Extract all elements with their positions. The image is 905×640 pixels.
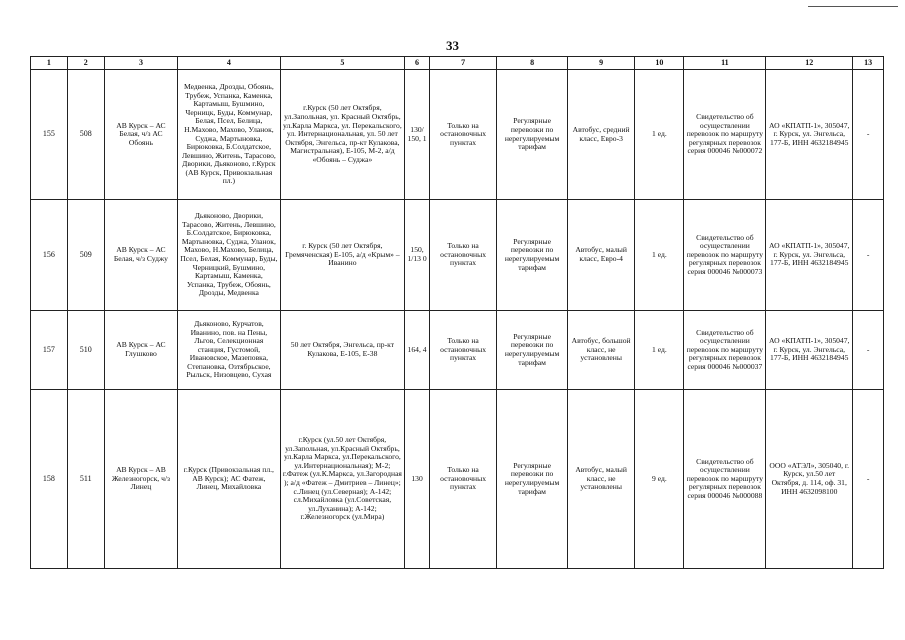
table-row <box>31 390 884 569</box>
header-row <box>31 57 884 70</box>
row-number: 158 <box>31 390 68 569</box>
top-rule <box>808 6 898 7</box>
notes: - <box>853 390 884 569</box>
carrier: АО «КПАТП-1», 305047, г. Курск, ул. Энгельса, 177-Б, ИНН 4632184945 <box>766 200 853 311</box>
route-streets: г. Курск (50 лет Октября, Гремяченская) Е-105, а/д «Крым» – Иванино <box>280 200 405 311</box>
notes: - <box>853 311 884 390</box>
transport-type: Регулярные перевозки по нерегулируемым тарифам <box>497 390 568 569</box>
col-header: 1 <box>31 57 68 70</box>
table-row <box>31 70 884 200</box>
route-number: 510 <box>67 311 104 390</box>
route-number: 508 <box>67 70 104 200</box>
transport-type: Регулярные перевозки по нерегулируемым тарифам <box>497 311 568 390</box>
routes-table <box>30 56 884 569</box>
vehicle-count: 1 ед. <box>635 70 684 200</box>
table-row <box>31 200 884 311</box>
vehicle-count: 1 ед. <box>635 200 684 311</box>
boarding-procedure: Только на остановочных пунктах <box>429 390 497 569</box>
route-number: 511 <box>67 390 104 569</box>
col-header: 2 <box>67 57 104 70</box>
notes: - <box>853 70 884 200</box>
row-number: 156 <box>31 200 68 311</box>
col-header: 11 <box>684 57 766 70</box>
col-header: 7 <box>429 57 497 70</box>
route-streets: г.Курск (50 лет Октября, ул.Запольная, ул. Красный Октябрь, ул.Карла Маркса, ул. Перекальского, ул. Интернациональная, ул. 50 лет Октября, Энгельса, пр-кт Кулакова, Магистральная), Е-105, М-2, а/д «Обоянь – Суджа» <box>280 70 405 200</box>
boarding-procedure: Только на остановочных пунктах <box>429 200 497 311</box>
row-number: 157 <box>31 311 68 390</box>
vehicle-class: Автобус, средний класс, Евро-3 <box>567 70 635 200</box>
intermediate-stops: Дьяконово, Дворики, Тарасово, Житень, Левшино, Б.Солдатское, Бирюковка, Мартыновка, Суджа, Уланок, Махово, Н.Махово, Белица, Псел, Белая, Коммунар, Буды, Черницкий, Бушмино, Картамыш, Каменка, Успанка, Трубеж, Обоянь, Дрозды, Медвенка <box>178 200 280 311</box>
col-header: 6 <box>405 57 430 70</box>
col-header: 10 <box>635 57 684 70</box>
intermediate-stops: г.Курск (Привокзальная пл., АВ Курск); АС Фатеж, Линец, Михайловка <box>178 390 280 569</box>
table-row <box>31 311 884 390</box>
col-header: 3 <box>104 57 178 70</box>
row-number: 155 <box>31 70 68 200</box>
route-length: 164, 4 <box>405 311 430 390</box>
page-number: 33 <box>446 38 459 53</box>
carrier: ООО «АТЭЛ», 305040, г. Курск, ул.50 лет Октября, д. 114, оф. 31, ИНН 4632098100 <box>766 390 853 569</box>
col-header: 9 <box>567 57 635 70</box>
route-name: АВ Курск – АС Белая, ч/з Суджу <box>104 200 178 311</box>
col-header: 4 <box>178 57 280 70</box>
route-name: АВ Курск – АВ Железногорск, ч/з Линец <box>104 390 178 569</box>
vehicle-class: Автобус, малый класс, не установлены <box>567 390 635 569</box>
route-name: АВ Курск – АС Белая, ч/з АС Обоянь <box>104 70 178 200</box>
vehicle-class: Автобус, малый класс, Евро-4 <box>567 200 635 311</box>
vehicle-count: 1 ед. <box>635 311 684 390</box>
certificate: Свидетельство об осуществлении перевозок по маршруту регулярных перевозок серия 000046 №000088 <box>684 390 766 569</box>
certificate: Свидетельство об осуществлении перевозок по маршруту регулярных перевозок серия 000046 №000073 <box>684 200 766 311</box>
route-number: 509 <box>67 200 104 311</box>
col-header: 5 <box>280 57 405 70</box>
vehicle-count: 9 ед. <box>635 390 684 569</box>
transport-type: Регулярные перевозки по нерегулируемым тарифам <box>497 200 568 311</box>
carrier: АО «КПАТП-1», 305047, г. Курск, ул. Энгельса, 177-Б, ИНН 4632184945 <box>766 311 853 390</box>
col-header: 8 <box>497 57 568 70</box>
route-streets: г.Курск (ул.50 лет Октября, ул.Запольная, ул.Красный Октябрь, ул.Карла Маркса, ул.Перекальского, ул.Интернациональная); М-2; г.Фатеж (ул.К.Маркса, ул.Загородная ); а/д «Фатеж – Дмитриев – Линец»; с.Линец (ул.Северная); А-142; сл.Михайловка (ул.Советская, ул.Луханина); А-142; г.Железногорск (ул.Мира) <box>280 390 405 569</box>
col-header: 13 <box>853 57 884 70</box>
route-length: 130/ 150, 1 <box>405 70 430 200</box>
notes: - <box>853 200 884 311</box>
col-header: 12 <box>766 57 853 70</box>
route-length: 150, 1/13 0 <box>405 200 430 311</box>
intermediate-stops: Дьяконово, Курчатов, Иванино, пов. на Пены, Льгов, Селекционная станция, Густомой, Ивановское, Мазеповка, Степановка, Озтябрьское, Рыльск, Низовцево, Сухая <box>178 311 280 390</box>
carrier: АО «КПАТП-1», 305047, г. Курск, ул. Энгельса, 177-Б, ИНН 4632184945 <box>766 70 853 200</box>
intermediate-stops: Медвенка, Дрозды, Обоянь, Трубеж, Успанка, Каменка, Картамыш, Бушмино, Черницк, Буды, Коммунар, Белая, Псел, Белица, Н.Махово, Махово, Уланок, Суджа, Мартыновка, Бирюковка, Б.Солдатское, Левшино, Житень, Тарасово, Дворики, Дьяконово, г.Курск (АВ Курск, Привокзальная пл.) <box>178 70 280 200</box>
vehicle-class: Автобус, большой класс, не установлены <box>567 311 635 390</box>
boarding-procedure: Только на остановочных пунктах <box>429 311 497 390</box>
transport-type: Регулярные перевозки по нерегулируемым тарифам <box>497 70 568 200</box>
boarding-procedure: Только на остановочных пунктах <box>429 70 497 200</box>
route-streets: 50 лет Октября, Энгельса, пр-кт Кулакова, Е-105, Е-38 <box>280 311 405 390</box>
certificate: Свидетельство об осуществлении перевозок по маршруту регулярных перевозок серия 000046 №000037 <box>684 311 766 390</box>
certificate: Свидетельство об осуществлении перевозок по маршруту регулярных перевозок серия 000046 №000072 <box>684 70 766 200</box>
route-name: АВ Курск – АС Глушково <box>104 311 178 390</box>
route-length: 130 <box>405 390 430 569</box>
